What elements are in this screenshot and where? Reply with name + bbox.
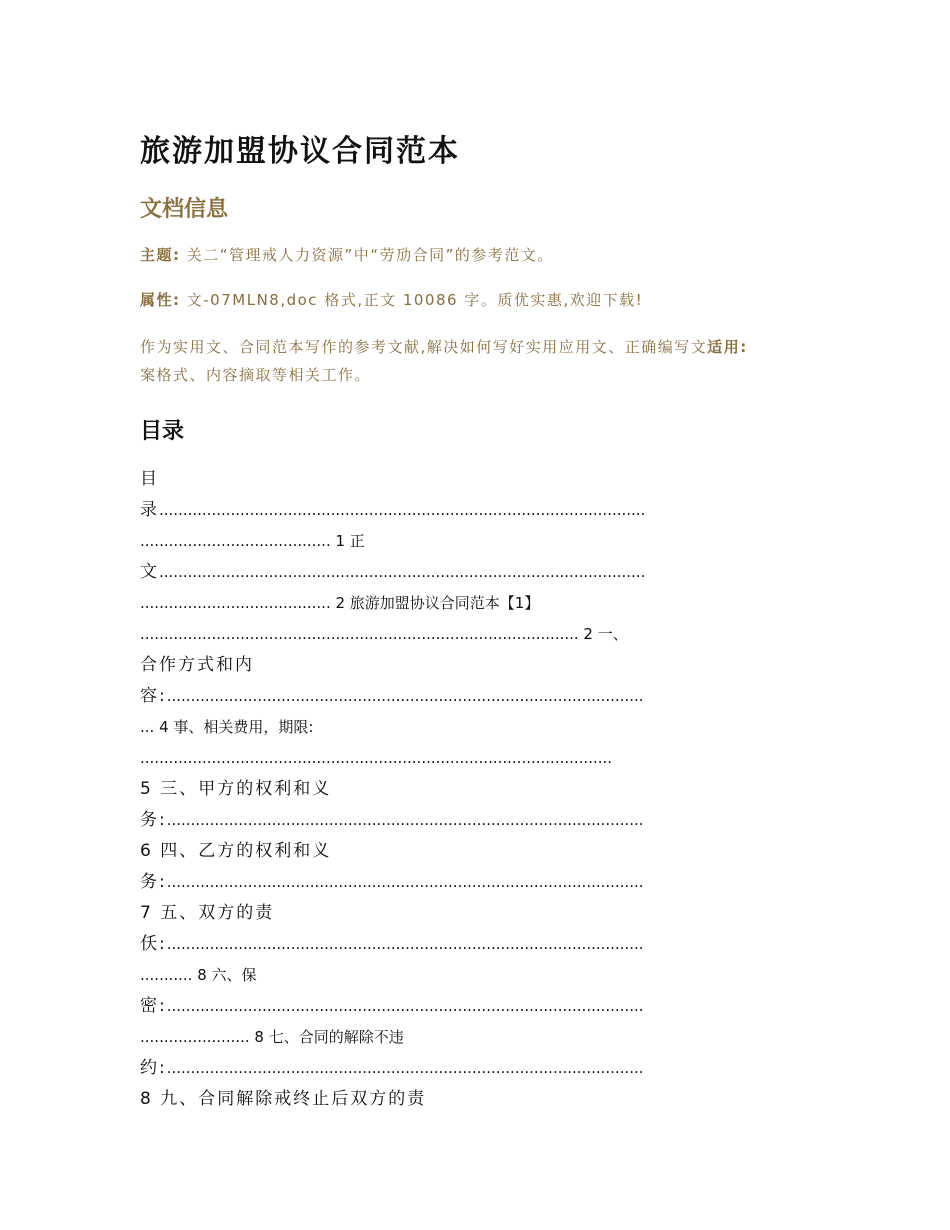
toc-line	[140, 526, 812, 557]
toc-line-text: 务:	[140, 810, 167, 830]
attr-label: 属性:	[140, 291, 181, 309]
toc-line	[140, 960, 812, 991]
toc-line-dots: ...................................................................................................	[140, 749, 613, 767]
toc-line	[140, 774, 812, 805]
toc-line	[140, 867, 812, 898]
toc-line-dots: ... 4 事、相关费用，期限:	[140, 718, 314, 736]
toc-line-dots: ......................................................................................................	[159, 501, 646, 519]
toc-line	[140, 495, 812, 526]
toc-line-dots: ....................................................................................................	[166, 997, 644, 1015]
toc-line-dots: ....................................................................................................	[166, 687, 644, 705]
toc-line-dots: ........................................ 2 旅游加盟协议合同范本【1】	[140, 594, 540, 612]
use-text-b: 案格式、内容摘取等相关工作。	[140, 366, 372, 384]
toc-line-text: 目	[140, 469, 159, 489]
toc-line-dots: ....................... 8 七、合同的解除不违	[140, 1028, 404, 1046]
info-topic	[140, 241, 820, 269]
toc-line-dots: ............................................................................................ 2 一、	[140, 625, 628, 643]
toc-line-text: 务:	[140, 872, 167, 892]
document-title: 旅游加盟协议合同范本	[140, 134, 460, 169]
toc-line-text: 5 三、甲方的权利和义	[140, 779, 332, 799]
toc-line	[140, 1084, 812, 1115]
toc-line-text: 6 四、乙方的权利和义	[140, 841, 332, 861]
toc-line-text: 7 五、双方的责	[140, 903, 275, 923]
info-attributes	[140, 286, 820, 314]
toc-line	[140, 898, 812, 929]
toc-line-dots: ....................................................................................................	[166, 873, 644, 891]
toc-line-dots: ....................................................................................................	[166, 935, 644, 953]
topic-label: 主题:	[140, 246, 181, 264]
toc-line-dots: ........................................ 1 正	[140, 532, 365, 550]
toc-line	[140, 557, 812, 588]
use-label: 适用:	[707, 338, 748, 356]
toc-line	[140, 1053, 812, 1084]
toc-line-text: 仸:	[140, 934, 167, 954]
toc-line	[140, 681, 812, 712]
toc-line	[140, 1022, 812, 1053]
info-heading: 文档信息	[140, 197, 229, 222]
toc-line	[140, 712, 812, 743]
toc-line	[140, 836, 812, 867]
toc-line	[140, 619, 812, 650]
toc-line-dots: ....................................................................................................	[166, 811, 644, 829]
toc-line-text: 8 九、合同解除戒终止后双方的责	[140, 1089, 427, 1109]
info-usage	[140, 333, 820, 389]
attr-text: 文-07MLN8,doc 格式,正文 10086 字。质优实惠,欢迎下载!	[180, 291, 644, 309]
toc-line-dots: ....................................................................................................	[166, 1059, 644, 1077]
toc-line	[140, 805, 812, 836]
toc-line	[140, 588, 812, 619]
toc-line-text: 密:	[140, 996, 167, 1016]
toc-line-dots: ........... 8 六、保	[140, 966, 257, 984]
toc-line-text: 容:	[140, 686, 167, 706]
topic-text: 关二“管理戒人力资源”中“劳劢合同”的参考范文。	[180, 246, 554, 264]
use-text-a: 作为实用文、合同范本写作的参考文献,解决如何写好实用应用文、正确编写文	[140, 338, 708, 356]
toc-line	[140, 929, 812, 960]
toc-line	[140, 743, 812, 774]
toc-line	[140, 464, 812, 495]
toc-line-text: 录	[140, 500, 159, 520]
toc-line	[140, 991, 812, 1022]
toc-line-text: 合作方式和内	[140, 655, 254, 675]
toc-line-dots: ......................................................................................................	[159, 563, 646, 581]
toc-line-text: 约:	[140, 1058, 167, 1078]
toc-line	[140, 650, 812, 681]
table-of-contents	[140, 464, 812, 1115]
toc-line-text: 文	[140, 562, 159, 582]
toc-heading: 目录	[140, 419, 185, 444]
